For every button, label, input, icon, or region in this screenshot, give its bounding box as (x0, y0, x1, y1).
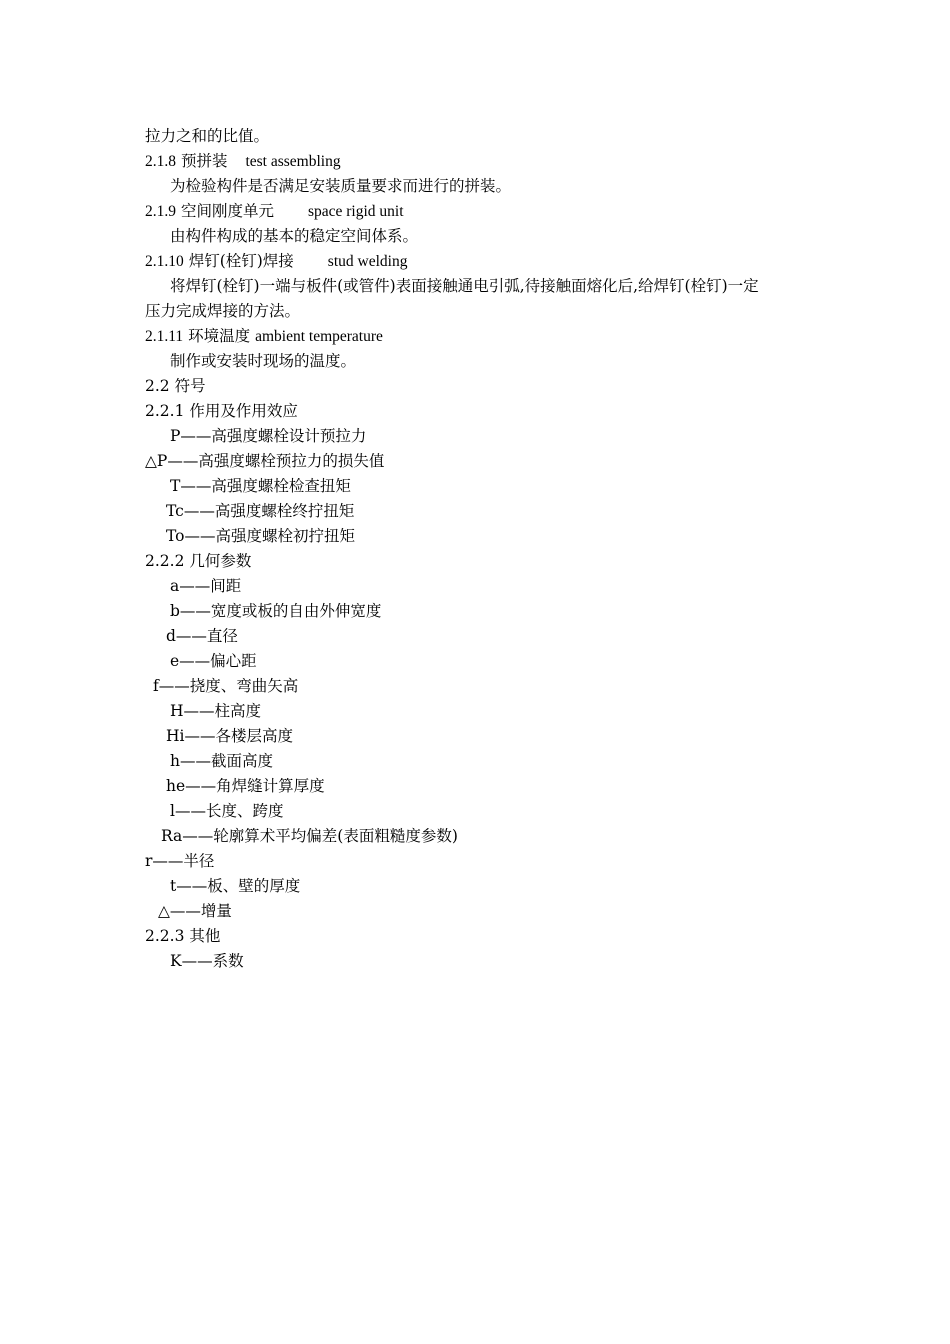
symbol-h: h——截面高度 (170, 752, 273, 770)
term-2-1-8 (145, 151, 341, 172)
symbol-Hi: Hi——各楼层高度 (166, 727, 293, 745)
symbol-d: d——直径 (166, 627, 238, 645)
symbol-H: H——柱高度 (170, 702, 262, 720)
symbol-Tc: Tc——高强度螺栓终拧扭矩 (166, 502, 355, 520)
term-en: stud welding (327, 253, 408, 270)
symbol-e: e——偏心距 (170, 652, 257, 670)
term-2-1-10 (145, 251, 407, 272)
term-zh: 空间刚度单元 (180, 202, 274, 220)
term-number: 2.1.9 (145, 203, 176, 220)
subsection-heading-2-2-1: 2.2.1 作用及作用效应 (145, 402, 298, 420)
symbol-delta-P: △P——高强度螺栓预拉力的损失值 (145, 452, 385, 470)
symbol-K: K——系数 (170, 952, 244, 970)
symbol-t: t——板、壁的厚度 (170, 877, 301, 895)
term-number: 2.1.10 (145, 253, 184, 270)
definition-2-1-10-line1: 将焊钉(栓钉)一端与板件(或管件)表面接触通电引弧,待接触面熔化后,给焊钉(栓钉)一定 (170, 277, 759, 295)
term-number: 2.1.11 (145, 328, 184, 345)
section-heading-2-2: 2.2 符号 (145, 377, 206, 395)
symbol-Ra: Ra——轮廓算术平均偏差(表面粗糙度参数) (161, 827, 458, 845)
definition-2-1-9: 由构件构成的基本的稳定空间体系。 (170, 227, 419, 245)
text-line-1: 拉力之和的比值。 (145, 127, 270, 145)
symbol-he: he——角焊缝计算厚度 (166, 777, 325, 795)
term-2-1-9 (145, 201, 404, 222)
symbol-f: f——挠度、弯曲矢高 (153, 677, 299, 695)
definition-2-1-10-line2: 压力完成焊接的方法。 (145, 302, 301, 320)
term-2-1-11 (145, 326, 383, 347)
symbol-T: T——高强度螺栓检查扭矩 (170, 477, 351, 495)
subsection-heading-2-2-3: 2.2.3 其他 (145, 927, 221, 945)
definition-2-1-8: 为检验构件是否满足安装质量要求而进行的拼装。 (170, 177, 512, 195)
symbol-l: l——长度、跨度 (170, 802, 284, 820)
term-en: space rigid unit (307, 203, 404, 220)
term-zh: 焊钉(栓钉)焊接 (188, 252, 294, 270)
term-zh: 预拼装 (180, 152, 228, 170)
subsection-heading-2-2-2: 2.2.2 几何参数 (145, 552, 252, 570)
term-en: test assembling (245, 153, 341, 170)
symbol-b: b——宽度或板的自由外伸宽度 (170, 602, 382, 620)
symbol-r: r——半径 (145, 852, 215, 870)
symbol-a: a——间距 (170, 577, 242, 595)
symbol-P: P——高强度螺栓设计预拉力 (170, 427, 367, 445)
definition-2-1-11: 制作或安装时现场的温度。 (170, 352, 357, 370)
symbol-delta: △——增量 (158, 902, 232, 920)
term-zh: 环境温度 (188, 327, 251, 345)
term-en: ambient temperature (255, 328, 383, 345)
symbol-To: To——高强度螺栓初拧扭矩 (166, 527, 355, 545)
term-number: 2.1.8 (145, 153, 176, 170)
